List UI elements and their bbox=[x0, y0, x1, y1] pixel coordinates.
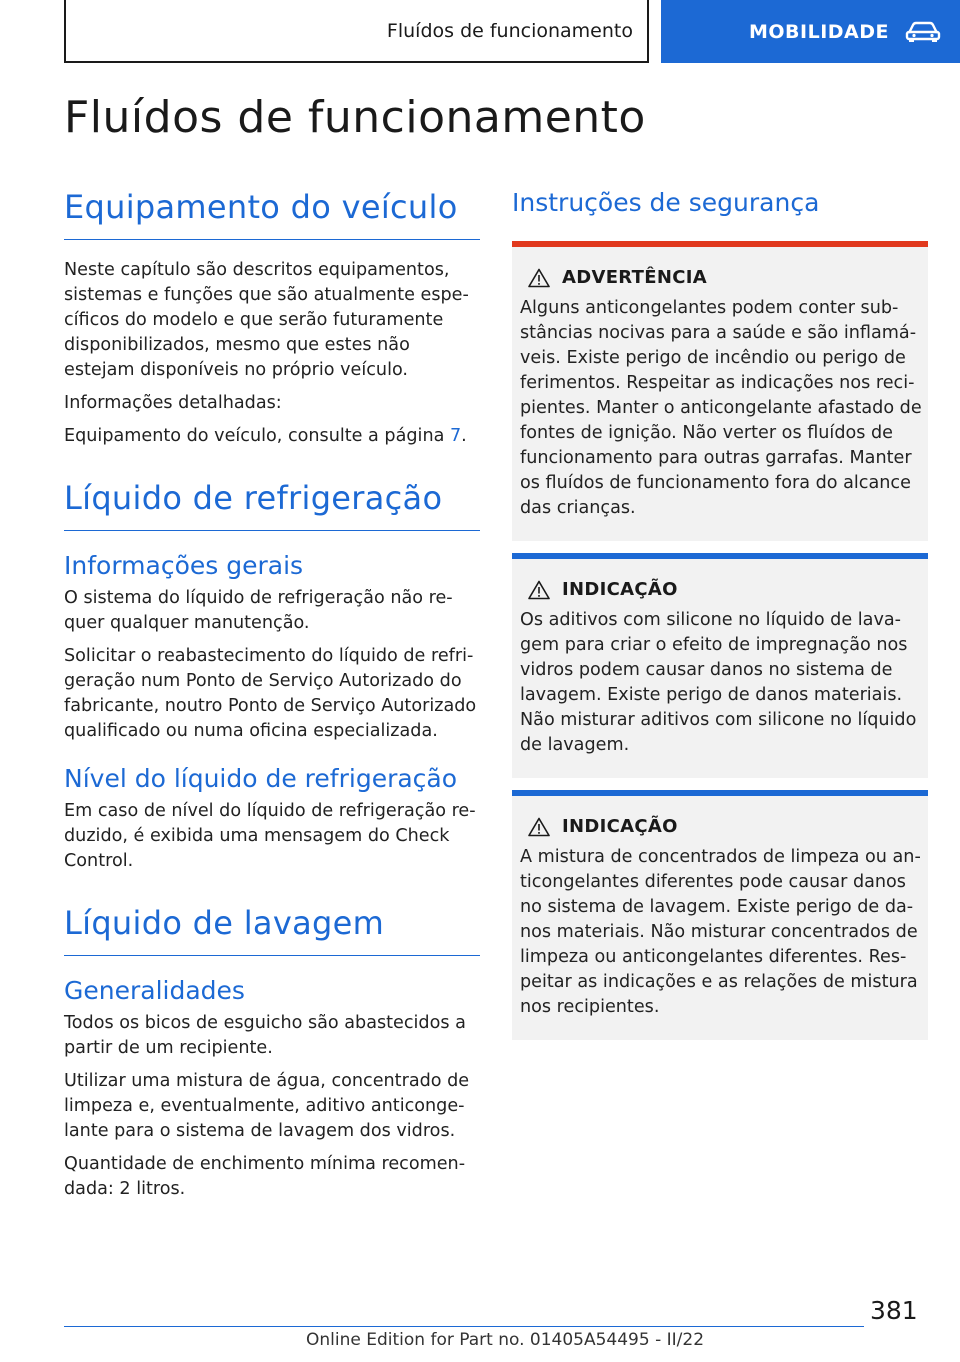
section-tab-label: MOBILIDADE bbox=[749, 20, 890, 43]
coolant-heading: Líquido de refrigeração bbox=[64, 479, 480, 531]
coolant-level-subheading: Nível do líquido de refrigeração bbox=[64, 764, 458, 793]
warning-box-title bbox=[520, 267, 922, 288]
notice-box-1-title bbox=[520, 579, 922, 600]
right-column bbox=[512, 188, 928, 1040]
footer-divider bbox=[64, 1326, 864, 1327]
notice-box-2-title bbox=[520, 816, 922, 837]
equipment-paragraph-2: Informações detalhadas: bbox=[64, 393, 282, 413]
chapter-tab-label: Fluídos de funcionamento bbox=[386, 19, 633, 42]
equipment-paragraph-1: Neste capítulo são descritos equipamentos, sistemas e funções que são atualmente específicos do modelo e que serão futuramente disponibilizados, mesmo que estes não estejam disponíveis no próprio veículo. bbox=[64, 260, 469, 380]
warning-triangle-icon bbox=[528, 817, 550, 837]
left-column bbox=[64, 188, 480, 1210]
warning-box-label: ADVERTÊNCIA bbox=[562, 267, 707, 288]
notice-box-1-text: Os aditivos com silicone no líquido de lavagem para criar o efeito de impregnação nos vidros podem causar danos no sistema de lavagem. Existe perigo de danos materiais. Não misturar aditivos com silicone no líquido de lavagem. bbox=[520, 610, 917, 755]
warning-box-text: Alguns anticongelantes podem conter substâncias nocivas para a saúde e são inflamáveis. Existe perigo de incêndio ou perigo de ferimentos. Respeitar as indicações nos recipientes. Manter o anticongelante afastado de fontes de ignição. Não verter os fluídos de funcionamento para outras garrafas. Manter os fluídos de funcionamento fora do alcance das crianças. bbox=[520, 298, 922, 518]
washer-section bbox=[64, 904, 480, 1202]
footer-edition: Online Edition for Part no. 01405A54495 - II/22 bbox=[306, 1330, 705, 1350]
page-reference-link[interactable]: 7 bbox=[449, 426, 462, 446]
section-tab[interactable] bbox=[661, 0, 960, 63]
washer-general-subheading: Generalidades bbox=[64, 976, 245, 1005]
equipment-reference-end: . bbox=[461, 426, 467, 446]
notice-box-1 bbox=[512, 553, 928, 778]
coolant-general-paragraph-1: O sistema do líquido de refrigeração não requer qualquer manutenção. bbox=[64, 588, 453, 633]
washer-heading: Líquido de lavagem bbox=[64, 904, 480, 956]
equipment-heading: Equipamento do veículo bbox=[64, 188, 480, 240]
warning-triangle-icon bbox=[528, 268, 550, 288]
washer-general-paragraph-1: Todos os bicos de esguicho são abastecidos a partir de um recipiente. bbox=[64, 1013, 466, 1058]
notice-box-2-label: INDICAÇÃO bbox=[562, 816, 678, 837]
coolant-section bbox=[64, 479, 480, 874]
coolant-level-paragraph-1: Em caso de nível do líquido de refrigeração reduzido, é exibida uma mensagem do Check Control. bbox=[64, 801, 476, 871]
warning-triangle-icon bbox=[528, 580, 550, 600]
warning-box bbox=[512, 241, 928, 541]
equipment-section bbox=[64, 188, 480, 449]
washer-general-paragraph-2: Utilizar uma mistura de água, concentrado de limpeza e, eventualmente, aditivo anticongelante para o sistema de lavagem dos vidros. bbox=[64, 1071, 470, 1141]
page-title: Fluídos de funcionamento bbox=[64, 92, 646, 143]
notice-box-2-text: A mistura de concentrados de limpeza ou anticongelantes diferentes pode causar danos no sistema de lavagem. Existe perigo de danos materiais. Não misturar concentrados de limpeza ou anticongelantes diferentes. Respeitar as indicações e as relações de mistura nos recipientes. bbox=[520, 847, 921, 1017]
coolant-general-paragraph-2: Solicitar o reabastecimento do líquido de refrigeração num Ponto de Serviço Autorizado do fabricante, noutro Ponto de Serviço Autorizado qualificado ou numa oficina especializada. bbox=[64, 646, 477, 741]
safety-heading: Instruções de segurança bbox=[512, 188, 820, 217]
chapter-tab bbox=[64, 0, 649, 63]
notice-box-2 bbox=[512, 790, 928, 1040]
car-icon bbox=[905, 21, 941, 43]
coolant-general-subheading: Informações gerais bbox=[64, 551, 304, 580]
equipment-reference-text: Equipamento do veículo, consulte a página bbox=[64, 426, 450, 446]
page-number: 381 bbox=[870, 1296, 918, 1325]
equipment-paragraph-3 bbox=[64, 424, 480, 449]
washer-general-paragraph-3: Quantidade de enchimento mínima recomendada: 2 litros. bbox=[64, 1154, 466, 1199]
notice-box-1-label: INDICAÇÃO bbox=[562, 579, 678, 600]
